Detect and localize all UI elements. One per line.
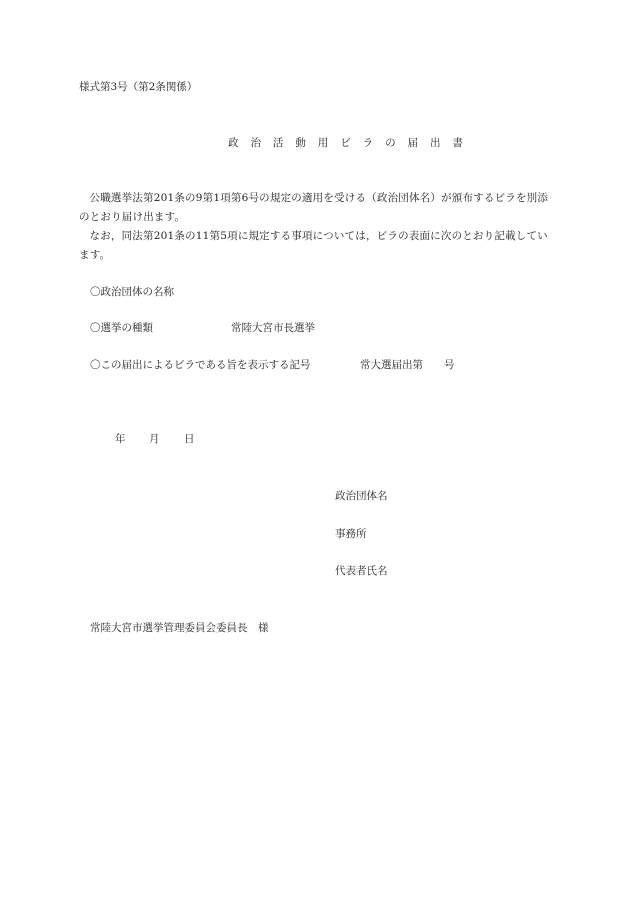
item-election-type-label: 〇選挙の種類 bbox=[90, 322, 153, 334]
signature-org-name-label: 政治団体名 bbox=[335, 490, 388, 502]
addressee: 常陸大宮市選挙管理委員会委員長 様 bbox=[90, 622, 269, 634]
item-flyer-mark-label: 〇この届出によるビラである旨を表示する記号 bbox=[90, 359, 311, 371]
body-paragraph-1: 公職選挙法第201条の9第1項第6号の規定の適用を受ける（政治団体名）が頒布するビラを別添のとおり届け出ます。 bbox=[79, 192, 549, 223]
date-month-label: 月 bbox=[149, 433, 160, 445]
form-number: 様式第3号（第2条関係） bbox=[79, 81, 198, 93]
signature-office-label: 事務所 bbox=[335, 528, 367, 540]
document-title: 政 治 活 動 用 ビ ラ の 届 出 書 bbox=[228, 137, 468, 149]
body-paragraph-2: なお，同法第201条の11第5項に規定する事項については，ビラの表面に次のとおり記載しています。 bbox=[79, 230, 548, 261]
item-election-type-value: 常陸大宮市長選挙 bbox=[231, 322, 315, 334]
date-year-label: 年 bbox=[115, 433, 126, 445]
signature-representative-label: 代表者氏名 bbox=[335, 565, 388, 577]
date-day-label: 日 bbox=[184, 433, 195, 445]
item-flyer-mark-value: 常大選届出第 号 bbox=[360, 359, 455, 371]
item-political-group-name-label: 〇政治団体の名称 bbox=[90, 286, 174, 298]
